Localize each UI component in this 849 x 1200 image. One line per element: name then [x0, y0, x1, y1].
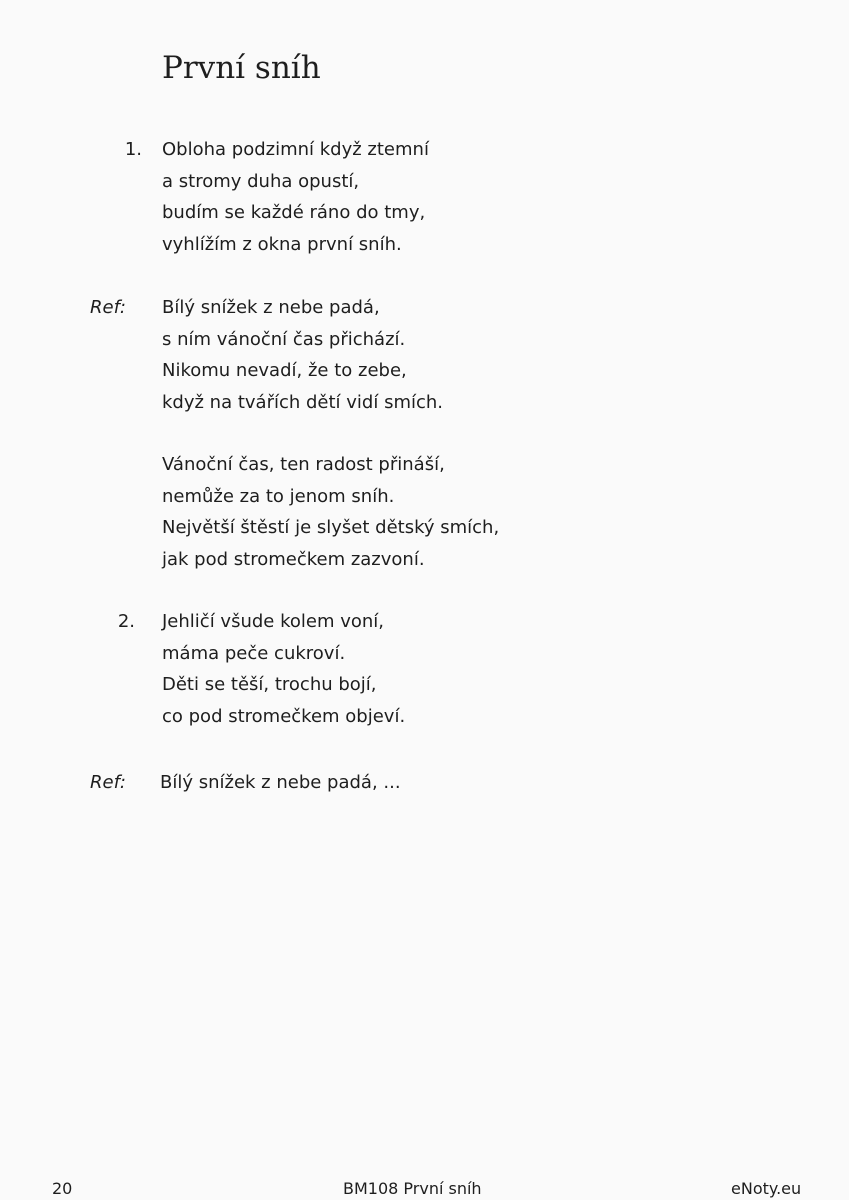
lyric-line: Děti se těší, trochu bojí,: [162, 674, 377, 695]
lyric-line: Obloha podzimní když ztemní: [162, 139, 429, 160]
lyric-line: Vánoční čas, ten radost přináší,: [162, 454, 445, 475]
page-number: 20: [52, 1179, 73, 1198]
lyric-line: Největší štěstí je slyšet dětský smích,: [162, 517, 500, 538]
refrain-label: Ref:: [90, 297, 126, 318]
lyric-line: budím se každé ráno do tmy,: [162, 202, 426, 223]
refrain-lines: [162, 292, 443, 418]
lyric-line: máma peče cukroví.: [162, 642, 346, 664]
refrain-repeat-line: [160, 767, 401, 799]
lyric-line: nemůže za to jenom sníh.: [162, 485, 395, 507]
verse-number: 2.: [117, 611, 135, 632]
lyric-line: a stromy duha opustí,: [162, 170, 360, 192]
lyric-line: s ním vánoční čas přichází.: [162, 328, 406, 350]
verse-number: 1.: [124, 139, 142, 160]
lyric-line: Bílý snížek z nebe padá,: [162, 297, 380, 318]
lyric-line: Nikomu nevadí, že to zebe,: [162, 360, 407, 381]
lyric-line: vyhlížím z okna první sníh.: [162, 233, 402, 255]
refrain-label: Ref:: [90, 772, 126, 793]
verse-lines: [162, 606, 405, 732]
verse-lines: [162, 134, 429, 260]
footer-catalog: BM108 První sníh: [343, 1179, 482, 1198]
refrain-lines: [162, 449, 499, 575]
footer-site: eNoty.eu: [731, 1179, 802, 1198]
lyric-line: když na tvářích dětí vidí smích.: [162, 391, 444, 413]
lyric-line: Jehličí všude kolem voní,: [162, 611, 384, 632]
lyric-line: Bílý snížek z nebe padá, ...: [160, 772, 401, 793]
song-title: První sníh: [162, 50, 321, 86]
lyric-line: co pod stromečkem objeví.: [162, 705, 406, 727]
lyric-line: jak pod stromečkem zazvoní.: [162, 548, 425, 570]
